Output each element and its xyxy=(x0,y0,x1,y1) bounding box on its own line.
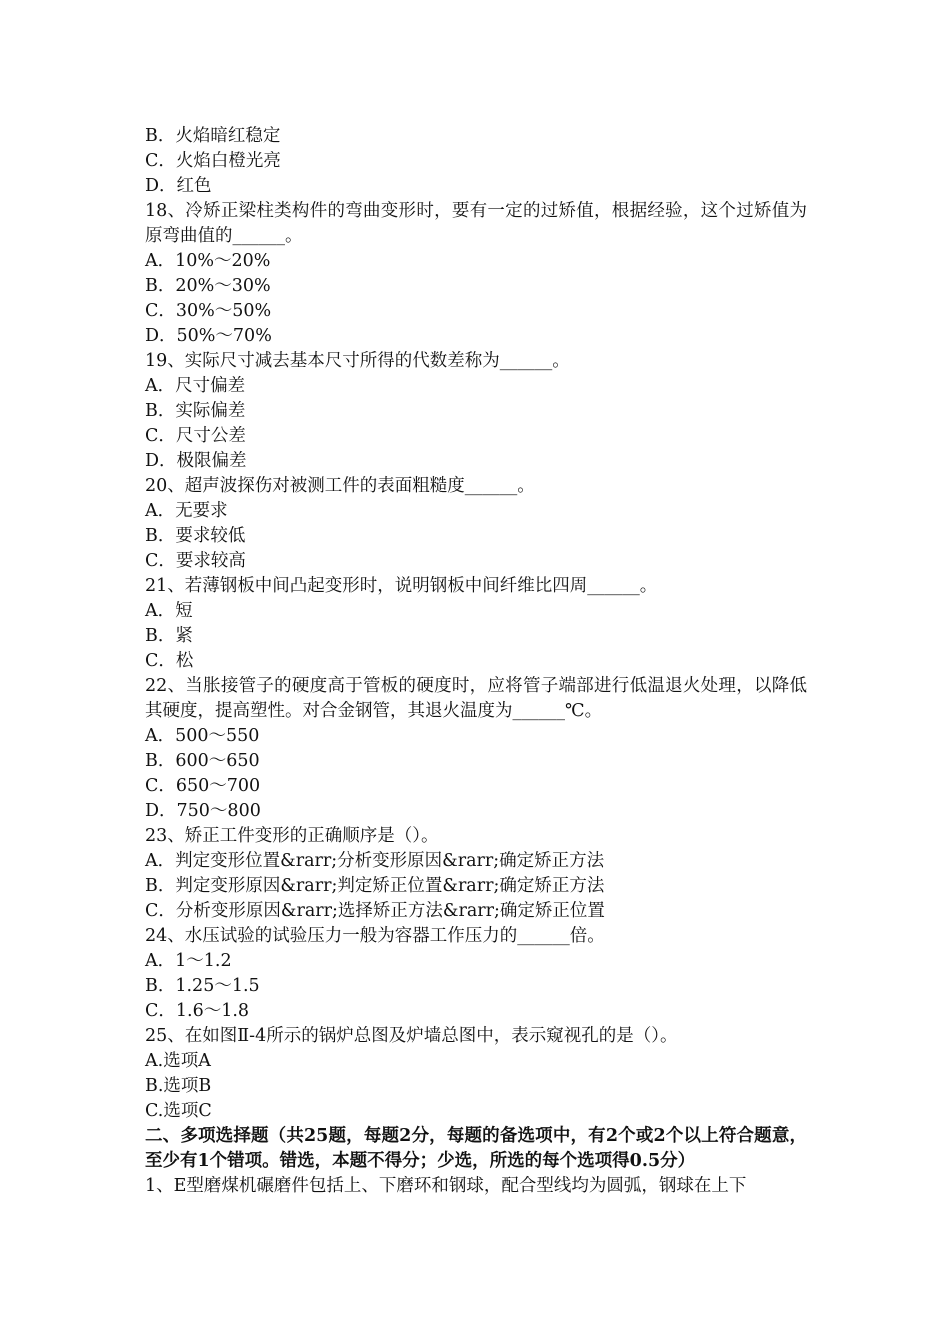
text-line: B．1.25～1.5 xyxy=(145,976,260,996)
text-line: B．紧 xyxy=(145,626,193,646)
text-line: B．要求较低 xyxy=(145,526,246,546)
text-line: D．50%～70% xyxy=(145,326,272,346)
text-line: 21、若薄钢板中间凸起变形时，说明钢板中间纤维比四周______。 xyxy=(145,576,658,596)
text-line: C．分析变形原因&rarr;选择矫正方法&rarr;确定矫正位置 xyxy=(145,901,605,921)
text-line: D．红色 xyxy=(145,176,212,196)
text-line: B．实际偏差 xyxy=(145,401,246,421)
text-line: A．判定变形位置&rarr;分析变形原因&rarr;确定矫正方法 xyxy=(145,851,605,871)
text-line: A.选项A xyxy=(145,1051,211,1071)
text-line: A．10%～20% xyxy=(145,251,271,271)
text-line: 24、水压试验的试验压力一般为容器工作压力的______倍。 xyxy=(145,926,605,946)
text-line: B.选项B xyxy=(145,1076,212,1096)
text-line: C．要求较高 xyxy=(145,551,246,571)
text-line: A．1～1.2 xyxy=(145,951,232,971)
document-page xyxy=(145,124,807,1199)
text-line: 22、当胀接管子的硬度高于管板的硬度时，应将管子端部进行低温退火处理，以降低其硬度，提高塑性。对合金钢管，其退火温度为______℃。 xyxy=(145,676,807,721)
text-line: C．火焰白橙光亮 xyxy=(145,151,281,171)
text-line: 1、E型磨煤机碾磨件包括上、下磨环和钢球，配合型线均为圆弧，钢球在上下 xyxy=(145,1176,747,1196)
text-line: C.选项C xyxy=(145,1101,212,1121)
text-line: 25、在如图Ⅱ-4所示的锅炉总图及炉墙总图中，表示窥视孔的是（）。 xyxy=(145,1026,678,1046)
text-line: 19、实际尺寸减去基本尺寸所得的代数差称为______。 xyxy=(145,351,570,371)
text-line: D．极限偏差 xyxy=(145,451,247,471)
text-line: A．尺寸偏差 xyxy=(145,376,246,396)
text-line: 23、矫正工件变形的正确顺序是（）。 xyxy=(145,826,439,846)
text-line: B．20%～30% xyxy=(145,276,271,296)
section-heading: 二、多项选择题（共25题，每题2分，每题的备选项中，有2个或2个以上符合题意，至少有1个错项。错选，本题不得分；少选，所选的每个选项得0.5分） xyxy=(145,1126,807,1171)
text-line: C．尺寸公差 xyxy=(145,426,246,446)
text-line: 18、冷矫正梁柱类构件的弯曲变形时，要有一定的过矫值，根据经验，这个过矫值为原弯曲值的______。 xyxy=(145,201,807,246)
text-line: 20、超声波探伤对被测工件的表面粗糙度______。 xyxy=(145,476,535,496)
text-line: C．30%～50% xyxy=(145,301,272,321)
text-line: B．火焰暗红稳定 xyxy=(145,126,281,146)
text-line: A．500～550 xyxy=(145,726,260,746)
text-line: D．750～800 xyxy=(145,801,261,821)
text-line: A．短 xyxy=(145,601,193,621)
text-line: C．松 xyxy=(145,651,194,671)
text-line: B．600～650 xyxy=(145,751,260,771)
text-line: C．1.6～1.8 xyxy=(145,1001,250,1021)
text-line: C．650～700 xyxy=(145,776,261,796)
text-line: B．判定变形原因&rarr;判定矫正位置&rarr;确定矫正方法 xyxy=(145,876,605,896)
text-line: A．无要求 xyxy=(145,501,228,521)
